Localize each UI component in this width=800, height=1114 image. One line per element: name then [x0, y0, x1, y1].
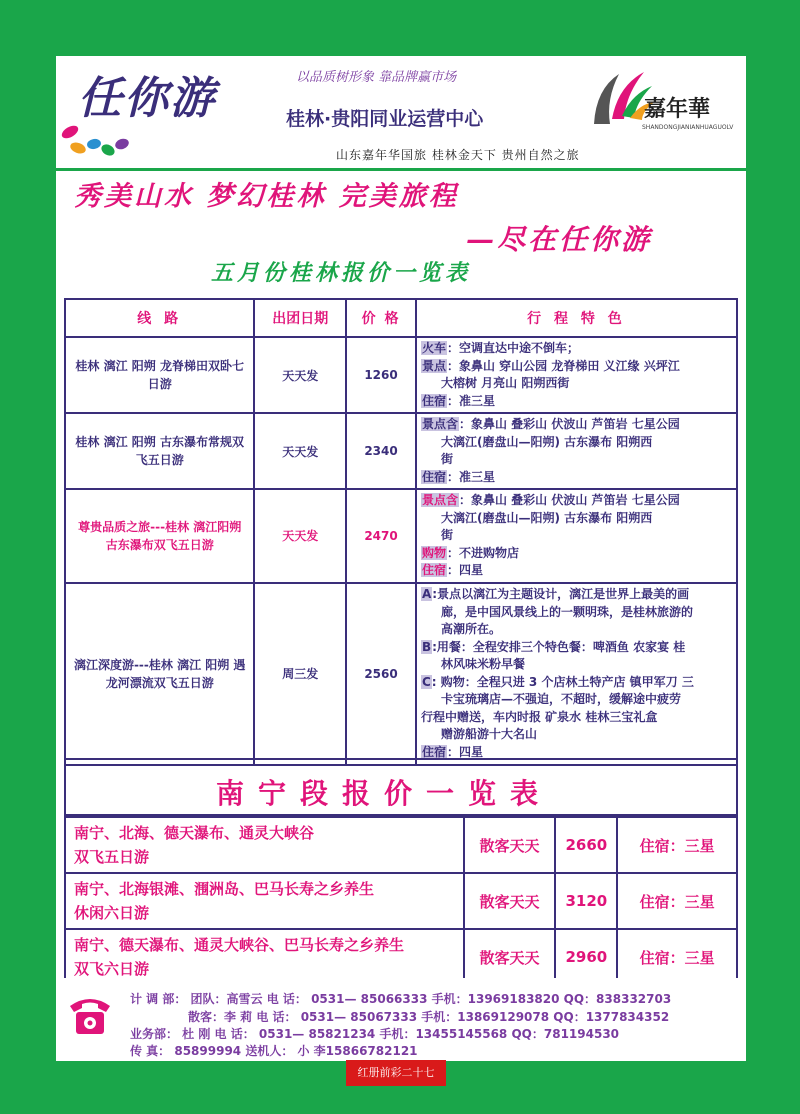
price-cell: 2560 — [346, 583, 416, 765]
price-cell: 2470 — [346, 489, 416, 583]
feature-line: 廊，是中国风景线上的一颗明珠，是桂林旅游的 — [440, 604, 693, 619]
table-row — [65, 929, 737, 985]
price-cell: 2960 — [555, 929, 617, 985]
date-cell: 周三发 — [254, 583, 346, 765]
nanning-title-box — [64, 758, 738, 816]
feature-line: 大漓江(磨盘山—阳朔) 古东瀑布 阳朔西 — [440, 434, 653, 449]
guilin-table-title: 五月份桂林报价一览表 — [211, 260, 472, 286]
header-features: 行 程 特 色 — [416, 299, 737, 337]
table-header-row — [65, 299, 737, 337]
feature-line: 街 — [440, 452, 453, 466]
feature-line: 景点：象鼻山 穿山公园 龙脊梯田 义江缘 兴坪江 — [421, 358, 680, 373]
header-route: 线 路 — [65, 299, 254, 337]
logo-text: 任你游 — [78, 73, 216, 124]
brochure-page — [56, 56, 746, 1061]
route-cell: 南宁、北海银滩、涠洲岛、巴马长寿之乡养生 休闲六日游 — [65, 873, 464, 929]
route-cell: 桂林 漓江 阳朔 龙脊梯田双卧七日游 — [65, 337, 254, 413]
contact-section — [56, 978, 746, 1061]
feature-line: 住宿：四星 — [421, 744, 483, 759]
feature-line: 赠游船游十大名山 — [440, 727, 537, 741]
date-cell: 天天发 — [254, 489, 346, 583]
price-cell: 2660 — [555, 817, 617, 873]
date-cell: 天天发 — [254, 413, 346, 489]
date-cell: 散客天天 — [464, 929, 556, 985]
header-price: 价 格 — [346, 299, 416, 337]
price-cell: 3120 — [555, 873, 617, 929]
feature-line: C: 购物：全程只进 3 个店林土特产店 镇甲军刀 三 — [421, 674, 694, 689]
price-cell: 2340 — [346, 413, 416, 489]
feature-line: 购物：不进购物店 — [421, 545, 519, 560]
route-cell: 尊贵品质之旅---桂林 漓江阳朔 古东瀑布双飞五日游 — [65, 489, 254, 583]
feature-line: 大漓江(磨盘山—阳朔) 古东瀑布 阳朔西 — [440, 510, 653, 525]
route-cell: 南宁、北海、德天瀑布、通灵大峡谷 双飞五日游 — [65, 817, 464, 873]
feature-line: 住宿：准三星 — [421, 469, 495, 484]
contact-line-1: 计 调 部： 团队：高雪云 电 话： 0531— 85066333 手机：13969183820 QQ：838332703 — [130, 992, 672, 1006]
feature-line: 景点含：象鼻山 叠彩山 伏波山 芦笛岩 七星公园 — [421, 417, 680, 431]
feature-line: 街 — [440, 528, 453, 542]
table-row — [65, 817, 737, 873]
guilin-price-table — [64, 298, 738, 766]
header — [56, 56, 746, 171]
feature-line: 住宿：准三星 — [421, 393, 495, 408]
brand-name: 嘉年華 — [644, 96, 711, 122]
hotel-cell: 住宿：三星 — [617, 873, 737, 929]
contact-line-4: 传 真： 85899994 送机人： 小 李15866782121 — [130, 1044, 418, 1058]
date-cell: 散客天天 — [464, 873, 556, 929]
route-cell: 桂林 漓江 阳朔 古东瀑布常规双飞五日游 — [65, 413, 254, 489]
table-row — [65, 583, 737, 765]
table-row — [65, 873, 737, 929]
nanning-price-table — [64, 816, 738, 986]
feature-line: 卡宝琉璃店—不强迫，不超时，缓解途中疲劳 — [440, 692, 681, 706]
partners-line: 山东嘉年华国旅 桂林金天下 贵州自然之旅 — [336, 148, 580, 162]
feature-line: 火车：空调直达中途不倒车； — [421, 341, 579, 355]
table-row — [65, 413, 737, 489]
hotel-cell: 住宿：三星 — [617, 817, 737, 873]
route-cell: 漓江深度游---桂林 漓江 阳朔 遇龙河漂流双飞五日游 — [65, 583, 254, 765]
header-slogan: 以品质树形象 靠品牌赢市场 — [296, 70, 457, 85]
brand-en: SHANDONGJIANIANHUAGUOLV — [642, 124, 734, 131]
footer-badge: 红册前彩二十七 — [346, 1060, 446, 1086]
route-cell: 南宁、德天瀑布、通灵大峡谷、巴马长寿之乡养生 双飞六日游 — [65, 929, 464, 985]
feature-line: 行程中赠送，车内时报 矿泉水 桂林三宝礼盒 — [420, 709, 658, 724]
header-date: 出团日期 — [254, 299, 346, 337]
features-cell — [416, 489, 737, 583]
table-row — [65, 337, 737, 413]
date-cell: 散客天天 — [464, 817, 556, 873]
nanning-table-title: 南宁段报价一览表 — [216, 777, 553, 810]
price-cell: 1260 — [346, 337, 416, 413]
slogan-main: 秀美山水 梦幻桂林 完美旅程 — [74, 181, 459, 212]
features-cell — [416, 583, 737, 765]
feature-line: A:景点以漓江为主题设计，漓江是世界上最美的画 — [421, 587, 690, 601]
date-cell: 天天发 — [254, 337, 346, 413]
hotel-cell: 住宿：三星 — [617, 929, 737, 985]
slogan-sub: —尽在任你游 — [466, 223, 653, 256]
contact-line-3: 业务部： 杜 刚 电 话： 0531— 85821234 手机：13455145568 QQ：781194530 — [130, 1027, 620, 1041]
table-row — [65, 489, 737, 583]
features-cell — [416, 337, 737, 413]
feature-line: 景点含：象鼻山 叠彩山 伏波山 芦笛岩 七星公园 — [421, 493, 680, 507]
feature-line: 林风味米粉早餐 — [440, 657, 525, 671]
feature-line: 高潮所在。 — [440, 622, 501, 636]
features-cell — [416, 413, 737, 489]
telephone-icon — [66, 990, 114, 1038]
feature-line: 大榕树 月亮山 阳朔西街 — [440, 376, 570, 390]
center-name: 桂林·贵阳同业运营中心 — [286, 108, 484, 130]
contact-line-2: 散客：李 莉 电 话： 0531— 85067333 手机：13869129078 QQ：1377834352 — [188, 1010, 670, 1024]
feature-line: 住宿：四星 — [421, 563, 483, 577]
feature-line: B:用餐：全程安排三个特色餐：啤酒鱼 农家宴 桂 — [421, 639, 686, 654]
